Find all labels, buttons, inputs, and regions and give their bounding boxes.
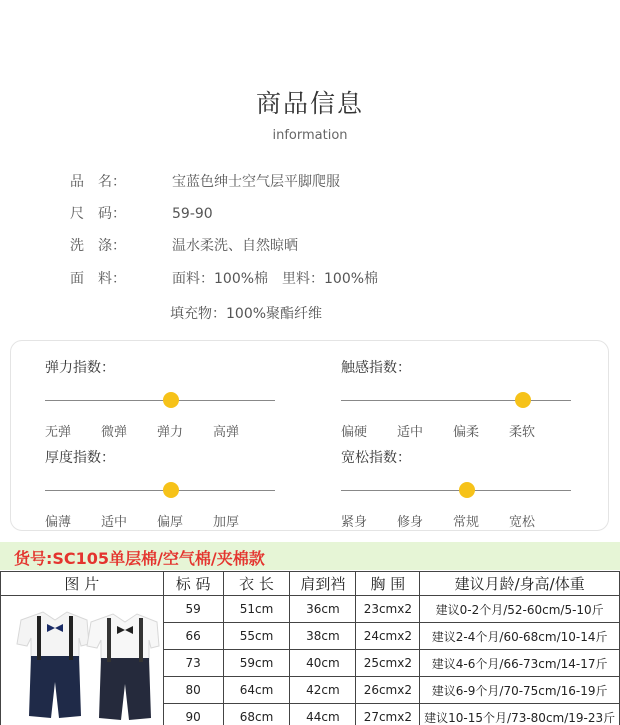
product-photo (3, 598, 161, 725)
cell-shoulder-crotch: 38cm (290, 623, 356, 650)
metric-track (341, 400, 571, 401)
table-header: 建议月龄/身高/体重 (420, 572, 620, 596)
metric-option: 偏硬 (341, 425, 368, 440)
metric-option: 无弹 (45, 425, 72, 440)
info-filling: 填充物：100%聚酯纤维 (170, 306, 323, 322)
metric-touch (341, 357, 581, 440)
romper-right (87, 614, 159, 720)
cell-length: 64cm (223, 677, 290, 704)
metric-track (341, 490, 571, 491)
cell-size: 80 (163, 677, 223, 704)
cell-recommend: 建议10-15个月/73-80cm/19-23斤 (420, 704, 620, 725)
product-code-banner (0, 542, 620, 570)
table-header-row (1, 572, 620, 596)
metric-option: 加厚 (213, 515, 240, 530)
cell-recommend: 建议6-9个月/70-75cm/16-19斤 (420, 677, 620, 704)
info-label: 面 料： (70, 271, 126, 287)
metric-option: 弹力 (157, 425, 184, 440)
metric-title: 弹力指数： (45, 360, 115, 376)
info-value: 面料：100%棉 里料：100%棉 (172, 271, 379, 287)
cell-recommend: 建议4-6个月/66-73cm/14-17斤 (420, 650, 620, 677)
cell-chest: 24cmx2 (356, 623, 420, 650)
cell-chest: 25cmx2 (356, 650, 420, 677)
info-value: 59-90 (172, 206, 213, 222)
metric-option: 偏柔 (453, 425, 480, 440)
info-row-wash (70, 236, 298, 256)
metric-option: 适中 (397, 425, 424, 440)
info-row-fabric (70, 269, 378, 289)
info-label: 洗 涤： (70, 238, 126, 254)
cell-length: 68cm (223, 704, 290, 725)
cell-length: 51cm (223, 596, 290, 623)
cell-recommend: 建议2-4个月/60-68cm/10-14斤 (420, 623, 620, 650)
product-code: 货号:SC105单层棉/空气棉/夹棉款 (14, 549, 265, 568)
cell-size: 73 (163, 650, 223, 677)
metric-option: 宽松 (509, 515, 536, 530)
metric-track (45, 400, 275, 401)
table-header: 衣 长 (223, 572, 290, 596)
metrics-panel (10, 340, 609, 531)
cell-size: 59 (163, 596, 223, 623)
cell-shoulder-crotch: 36cm (290, 596, 356, 623)
metric-indicator (515, 392, 531, 408)
metric-option: 适中 (101, 515, 128, 530)
table-header: 肩到裆 (290, 572, 356, 596)
metric-track (45, 490, 275, 491)
cell-size: 90 (163, 704, 223, 725)
metric-option: 高弹 (213, 425, 240, 440)
cell-size: 66 (163, 623, 223, 650)
info-label: 尺 码： (70, 206, 126, 222)
product-image-cell (1, 596, 164, 725)
cell-chest: 27cmx2 (356, 704, 420, 725)
metric-options (45, 511, 275, 530)
cell-shoulder-crotch: 40cm (290, 650, 356, 677)
table-header: 图 片 (1, 572, 164, 596)
metric-title: 触感指数： (341, 360, 411, 376)
metric-options (45, 421, 275, 440)
metric-indicator (459, 482, 475, 498)
metric-options (341, 421, 571, 440)
info-label: 品 名： (70, 174, 126, 190)
cell-shoulder-crotch: 44cm (290, 704, 356, 725)
metric-option: 紧身 (341, 515, 368, 530)
cell-recommend: 建议0-2个月/52-60cm/5-10斤 (420, 596, 620, 623)
metric-option: 修身 (397, 515, 424, 530)
page-subtitle: information (272, 128, 348, 143)
romper-left (17, 612, 89, 718)
table-row (1, 596, 620, 623)
metric-options (341, 511, 571, 530)
metric-option: 偏薄 (45, 515, 72, 530)
metric-option: 柔软 (509, 425, 536, 440)
cell-length: 59cm (223, 650, 290, 677)
info-value: 温水柔洗、自然晾晒 (172, 238, 298, 254)
metric-thickness (45, 447, 285, 530)
table-header: 胸 围 (356, 572, 420, 596)
page-title: 商品信息 (255, 89, 364, 118)
info-row-name (70, 172, 340, 192)
metric-elasticity (45, 357, 285, 440)
metric-indicator (163, 392, 179, 408)
size-table (0, 571, 620, 725)
metric-option: 偏厚 (157, 515, 184, 530)
metric-looseness (341, 447, 581, 530)
cell-shoulder-crotch: 42cm (290, 677, 356, 704)
metric-title: 宽松指数： (341, 450, 411, 466)
cell-chest: 26cmx2 (356, 677, 420, 704)
metric-title: 厚度指数： (45, 450, 115, 466)
cell-chest: 23cmx2 (356, 596, 420, 623)
info-row-size (70, 204, 213, 224)
metric-option: 微弹 (101, 425, 128, 440)
metric-indicator (163, 482, 179, 498)
cell-length: 55cm (223, 623, 290, 650)
metric-option: 常规 (453, 515, 480, 530)
table-header: 标 码 (163, 572, 223, 596)
info-value: 宝蓝色绅士空气层平脚爬服 (172, 174, 340, 190)
